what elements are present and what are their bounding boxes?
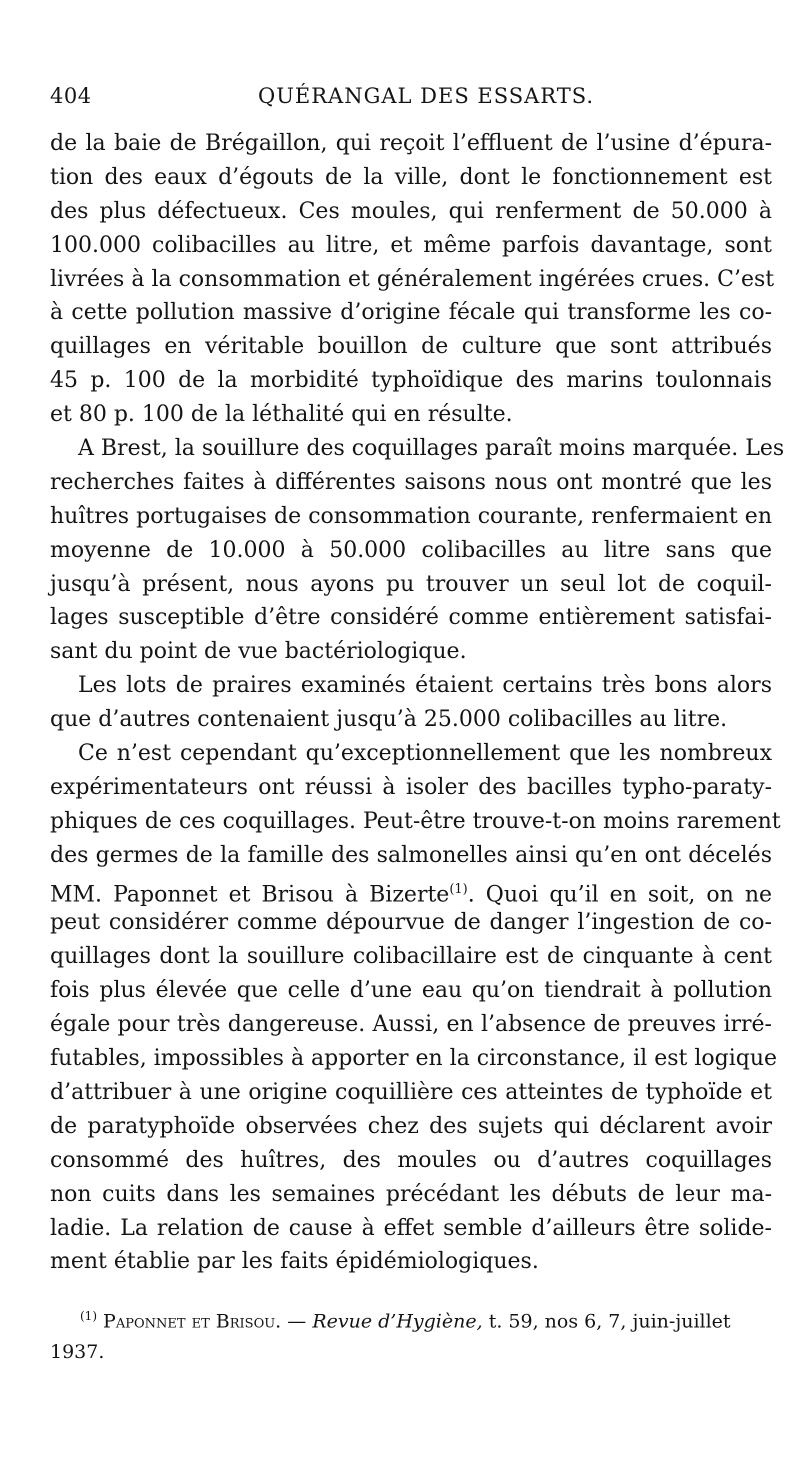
text-line: moyenne de 10.000 à 50.000 colibacilles au litre sans que: [50, 537, 772, 563]
footnote-line: [50, 1298, 772, 1334]
footnote-authors: Paponnet et Brisou.: [103, 1310, 282, 1333]
text-line: livrées à la consommation et généralement ingérées crues. C’est: [50, 266, 775, 292]
text-line: lages susceptible d’être considéré comme entièrement satisfai-: [50, 605, 772, 631]
text-line: égale pour très dangereuse. Aussi, en l’absence de preuves irré-: [50, 1012, 772, 1038]
text-line: huîtres portugaises de consommation courante, renfermaient en: [50, 503, 772, 529]
text-line: de la baie de Brégaillon, qui reçoit l’effluent de l’usine d’épura-: [50, 131, 772, 156]
text-line: 45 p. 100 de la morbidité typhoïdique des marins toulonnais: [50, 368, 772, 394]
text-line: des plus défectueux. Ces moules, qui renferment de 50.000 à: [50, 198, 772, 224]
footnote: [50, 1298, 772, 1370]
footnote-line: 1937.: [50, 1341, 105, 1363]
running-header: [50, 84, 770, 114]
text-line: Les lots de praires examinés étaient certains très bons alors: [78, 673, 772, 699]
text-line-tail: . Quoi qu’il en soit, on ne: [467, 881, 773, 907]
text-line: fois plus élevée que celle d’une eau qu’on tiendrait à pollution: [50, 978, 772, 1004]
footnote-details: t. 59, nos 6, 7, juin-juillet: [482, 1310, 731, 1333]
text-line-head: MM. Paponnet et Brisou à Bizerte: [50, 881, 450, 907]
text-line: 100.000 colibacilles au litre, et même parfois davantage, sont: [50, 232, 772, 258]
text-line: et 80 p. 100 de la léthalité qui en résulte.: [50, 402, 513, 428]
text-line: que d’autres contenaient jusqu’à 25.000 colibacilles au litre.: [50, 707, 728, 733]
text-line: Ce n’est cependant qu’exceptionnellement que les nombreux: [78, 741, 772, 767]
footnote-journal: Revue d’Hygiène,: [312, 1310, 483, 1333]
text-line: recherches faites à différentes saisons nous ont montré que les: [50, 469, 772, 495]
footnote-marker: (1): [80, 1309, 97, 1323]
text-line: ladie. La relation de cause à effet semble d’ailleurs être solide-: [50, 1215, 772, 1241]
body-text: [50, 127, 785, 1279]
text-line: expérimentateurs ont réussi à isoler des bacilles typho-paraty-: [50, 774, 772, 800]
text-line: sant du point de vue bactériologique.: [50, 639, 467, 665]
text-line: d’attribuer à une origine coquillière ces atteintes de typhoïde et: [50, 1079, 772, 1105]
text-line: ment établie par les faits épidémiologiques.: [50, 1249, 539, 1275]
text-line: jusqu’à présent, nous ayons pu trouver un seul lot de coquil-: [50, 571, 772, 597]
running-title: QUÉRANGAL DES ESSARTS.: [258, 84, 595, 108]
text-line: à cette pollution massive d’origine fécale qui transforme les co-: [50, 300, 772, 326]
text-line: non cuits dans les semaines précédant les débuts de leur ma-: [50, 1181, 772, 1207]
text-line: quillages en véritable bouillon de culture que sont attribués: [50, 334, 772, 360]
text-line: tion des eaux d’égouts de la ville, dont le fonctionnement est: [50, 164, 772, 190]
text-line-with-footnote-ref: [50, 873, 772, 907]
footnote-ref: (1): [449, 881, 468, 897]
text-line: consommé des huîtres, des moules ou d’autres coquillages: [50, 1147, 772, 1173]
text-line: futables, impossibles à apporter en la circonstance, il est logique: [50, 1046, 778, 1072]
footnote-dash: —: [281, 1310, 313, 1333]
text-line: phiques de ces coquillages. Peut-être trouve-t-on moins rarement: [50, 808, 781, 834]
text-line: de paratyphoïde observées chez des sujets qui déclarent avoir: [50, 1113, 772, 1139]
text-line: des germes de la famille des salmonelles ainsi qu’en ont décelés: [50, 842, 772, 868]
text-line: A Brest, la souillure des coquillages paraît moins marquée. Les: [78, 436, 785, 462]
text-line: peut considérer comme dépourvue de danger l’ingestion de co-: [50, 910, 772, 936]
text-line: quillages dont la souillure colibacillaire est de cinquante à cent: [50, 944, 772, 970]
page-number: 404: [50, 84, 92, 108]
